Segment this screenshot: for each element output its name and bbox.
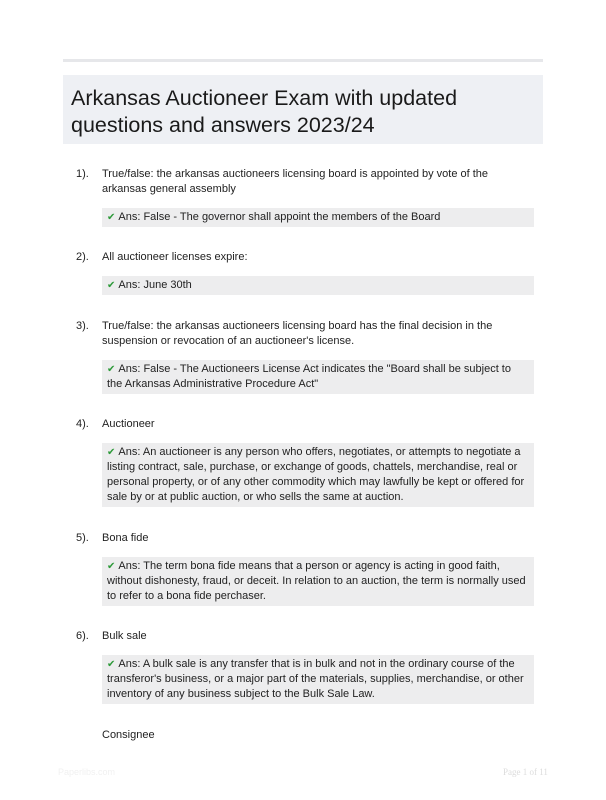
question-text: All auctioneer licenses expire: — [102, 251, 248, 263]
question-number: 3). — [76, 320, 89, 332]
question-number: 1). — [76, 168, 89, 180]
question-text: Consignee — [102, 729, 155, 741]
answer-box — [102, 208, 534, 227]
top-divider — [63, 59, 543, 62]
answer-text: Ans: False - The Auctioneers License Act indicates the "Board shall be subject to the Arkansas Administrative Procedure Act" — [107, 363, 511, 390]
answer-text: Ans: False - The governor shall appoint the members of the Board — [118, 211, 441, 223]
answer-text: Ans: The term bona fide means that a person or agency is acting in good faith, without dishonesty, fraud, or deceit. In relation to an auction, the term is normally used to refer to a bona fide perchaser. — [107, 560, 526, 602]
answer-text: Ans: A bulk sale is any transfer that is in bulk and not in the ordinary course of the transferor's business, or a major part of the materials, supplies, merchandise, or other inventory of any business subject to the Bulk Sale Law. — [107, 658, 524, 700]
title-box — [63, 75, 543, 144]
answer-box — [102, 360, 534, 394]
check-icon: ✔ — [107, 561, 116, 572]
answer-box — [102, 655, 534, 704]
answer-box — [102, 557, 534, 606]
question-number: 6). — [76, 630, 89, 642]
question-text: Bulk sale — [102, 630, 147, 642]
answer-box — [102, 443, 534, 507]
check-icon: ✔ — [107, 212, 116, 223]
question-text: Bona fide — [102, 532, 149, 544]
check-icon: ✔ — [107, 280, 116, 291]
answer-box — [102, 276, 534, 295]
question-number: 4). — [76, 418, 89, 430]
question-text: True/false: the arkansas auctioneers licensing board is appointed by vote of the arkansas general assembly — [102, 168, 489, 195]
check-icon: ✔ — [107, 447, 116, 458]
question-text: True/false: the arkansas auctioneers licensing board has the final decision in the suspension or revocation of an auctioneer's license. — [102, 320, 493, 347]
check-icon: ✔ — [107, 659, 116, 670]
question-number: 5). — [76, 532, 89, 544]
footer-watermark: Paperlibs.com — [58, 767, 116, 777]
answer-text: Ans: June 30th — [118, 279, 192, 291]
answer-text: Ans: An auctioneer is any person who offers, negotiates, or attempts to negotiate a listing contract, sale, purchase, or exchange of goods, chattels, merchandise, real or personal property, or of any other commodity which may lawfully be kept or offered for sale by or at public auction, or who sells the same at auction. — [107, 446, 525, 503]
check-icon: ✔ — [107, 364, 116, 375]
page-number: Page 1 of 11 — [503, 767, 548, 777]
document-title: Arkansas Auctioneer Exam with updated questions and answers 2023/24 — [71, 86, 458, 137]
question-number: 2). — [76, 251, 89, 263]
question-text: Auctioneer — [102, 418, 155, 430]
